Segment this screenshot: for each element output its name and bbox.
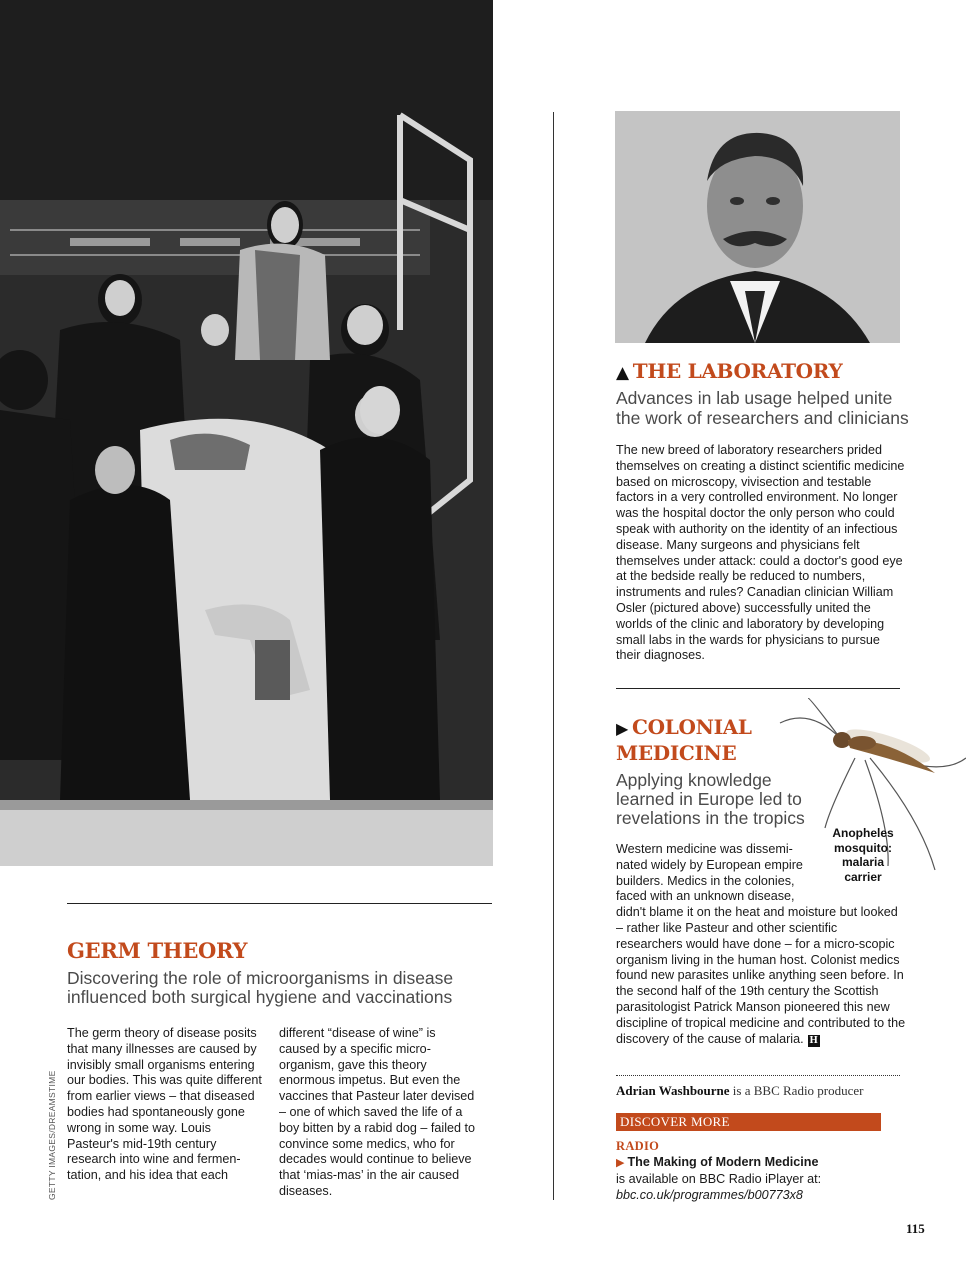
colonial-medicine-body [616,842,906,1047]
germ-section-rule [67,903,492,904]
column-divider [553,112,554,1200]
osler-portrait-photo [615,111,900,343]
photo-credit: GETTY IMAGES/DREAMSTIME [47,1070,57,1200]
byline-rule [616,1075,900,1076]
end-mark-icon: H [809,1035,818,1046]
radio-section-label: RADIO [616,1139,660,1153]
germ-theory-body-col2: different “disease of wine” is caused by a specific micro-organism, gave this theory enormous impetus. But even the vaccines that Pasteur later devised – one of which saved the life of a boy bitten by a rabid dog – failed to convince some medics, who for decades would continue to believe that ‘mias-mas’ in the air caused diseases. [279,1026,476,1198]
colonial-medicine-heading-text: COLONIAL MEDICINE [616,715,752,765]
germ-theory-heading: GERM THEORY [67,938,248,963]
programme-url[interactable]: bbc.co.uk/programmes/b00773x8 [616,1187,803,1202]
programme-title: The Making of Modern Medicine [627,1155,819,1169]
page-number: 115 [906,1221,925,1236]
discover-more-banner: DISCOVER MORE [616,1113,881,1131]
colonial-body-part2: didn't blame it on the heat and moisture but looked – rather like Pasteur and other scientific researchers would have done – for a micro-scopic organism living in the human host. Colonist medics found new parasites unlike anything seen before. In the second half of the 19th century the Scottish parasitologist Patrick Manson pioneered this new discipline of tropical medicine and contributed to the discovery of the cause of malaria. [616,905,906,1046]
laboratory-section-rule [616,688,900,689]
triangle-right-icon: ▶ [616,719,629,738]
author-byline [616,1083,906,1099]
laboratory-heading-text: THE LABORATORY [632,359,843,383]
surgery-photo [0,0,493,866]
colonial-medicine-deck: Applying knowledge learned in Europe led to revelations in the tropics [616,770,805,828]
colonial-medicine-heading [616,715,786,765]
germ-theory-body-col1: The germ theory of disease posits that many illnesses are caused by invisibly small organisms entering our bodies. This was quite different from earlier views – that diseased bodies had spontaneously gone wrong in some way. Louis Pasteur's mid-19th century research into wine and fermen-tation, and his idea that each [67,1026,262,1183]
colonial-body-part2-wrap [616,905,906,1047]
laboratory-deck: Advances in lab usage helped unite the work of researchers and clinicians [616,388,909,428]
play-arrow-icon: ▶ [616,1157,625,1169]
germ-theory-deck: Discovering the role of microorganisms in disease influenced both surgical hygiene and vaccinations [67,968,454,1007]
radio-recommendation [616,1155,906,1203]
author-role: is a BBC Radio producer [732,1083,864,1098]
triangle-up-icon: ▲ [616,363,629,383]
laboratory-heading [616,359,842,383]
author-name: Adrian Washbourne [616,1083,730,1098]
laboratory-body: The new breed of laboratory researchers prided themselves on creating a distinct scientific medicine based on microscopy, vivisection and testable factors in a very controlled environment. No longer was the hospital doctor the only person who could speak with authority on the identity of an infectious disease. Many surgeons and physicians felt themselves under attack: could a doctor's good eye at the bedside really be reduced to numbers, instruments and rules? Canadian clinician William Osler (pictured above) successfully united the worlds of the clinic and laboratory by developing small labs in the wards for physicians to pursue their diagnoses. [616,443,905,663]
mosquito-caption: Anopheles mosquito: malaria carrier [832,826,894,884]
programme-availability: is available on BBC Radio iPlayer at: [616,1171,822,1186]
colonial-body-part1: Western medicine was dissemi-nated widely by European empire builders. Medics in the colonies, faced with an unknown disease, [616,842,803,904]
